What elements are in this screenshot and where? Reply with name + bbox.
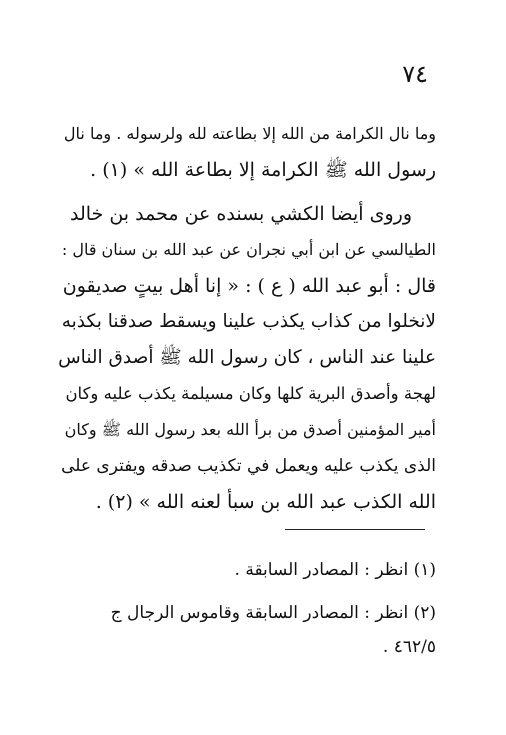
- paragraph-2-line-3: قال : أبو عبد الله ( ع ) : « إنا أهل بيتٍ صديقون: [62, 275, 436, 297]
- paragraph-2-line-2: الطيالسي عن ابن أبي نجران عن عبد الله بن سنان قال :: [61, 240, 436, 259]
- paragraph-2-line-8: الذى يكذب عليه ويعمل في تكذيب صدقه ويفترى على: [61, 456, 436, 476]
- paragraph-2-line-7: أمير المؤمنين أصدق من برأ الله بعد رسول الله ﷺ وكان: [64, 420, 436, 439]
- footnote-2-line-1: (٢) انظر : المصادر السابقة وقاموس الرجال ج: [110, 603, 436, 623]
- footnote-2-line-2: ٤٦٢/٥ .: [382, 637, 436, 657]
- paragraph-2-line-1: وروى أيضا الكشي بسنده عن محمد بن خالد: [70, 203, 412, 225]
- page-number: ٧٤: [402, 60, 428, 88]
- footnote-1: [56, 553, 436, 587]
- paragraph-1: [56, 116, 436, 188]
- paragraph-1-line-2: رسول الله ﷺ الكرامة إلا بطاعة الله » (١) .: [90, 159, 436, 181]
- paragraph-2-line-4: لانخلوا من كذاب يكذب علينا ويسقط صدقنا بكذبه: [61, 311, 436, 332]
- paragraph-2-line-5: علينا عند الناس ، كان رسول الله ﷺ أصدق الناس: [58, 347, 436, 368]
- footnote-separator: [285, 529, 425, 530]
- paragraph-2-line-9: الله الكذب عبد الله بن سبأ لعنه الله » (٢) .: [95, 491, 436, 513]
- footnote-1-text: (١) انظر : المصادر السابقة .: [234, 560, 436, 580]
- paragraph-2: [56, 196, 436, 520]
- paragraph-2-line-6: لهجة وأصدق البرية كلها وكان مسيلمة يكذب عليه وكان: [65, 384, 436, 403]
- footnote-2: [56, 596, 436, 664]
- paragraph-1-line-1: وما نال الكرامة من الله إلا بطاعته لله ولرسوله . وما نال: [63, 124, 436, 143]
